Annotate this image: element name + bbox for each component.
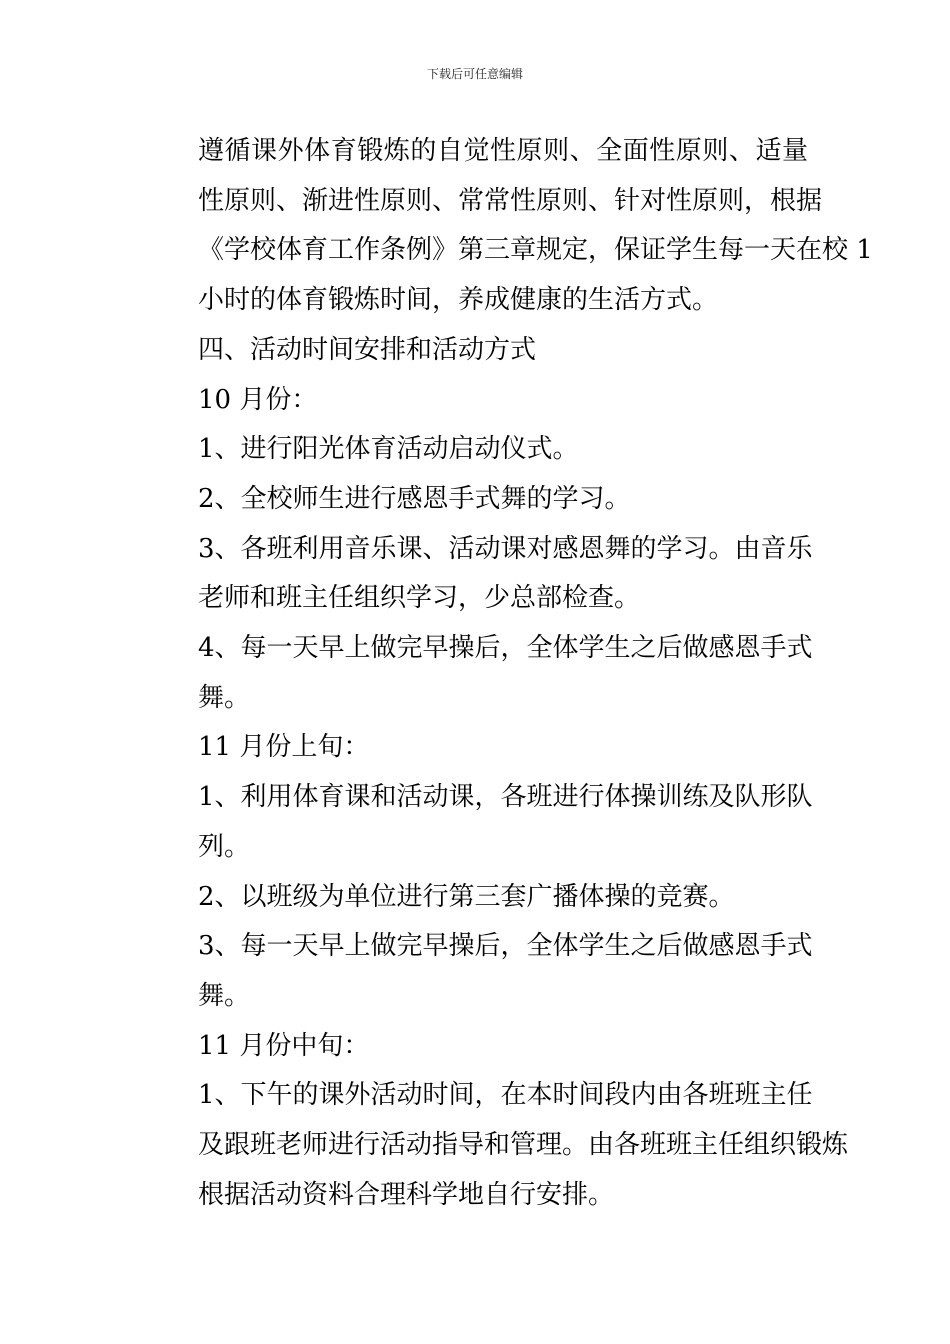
text-line: 11 月份上旬： [198,732,370,763]
text-line: 舞。 [198,980,251,1011]
text-line: 2、全校师生进行感恩手式舞的学习。 [198,483,631,514]
text-line: 小时的体育锻炼时间，养成健康的生活方式。 [198,285,719,316]
text-line: 《学校体育工作条例》第三章规定，保证学生每一天在校 1 [198,235,873,266]
list-item [146,624,813,723]
text-line: 列。 [198,831,251,862]
list-item [146,922,813,1021]
list-item [146,773,813,872]
text-line: 四、活动时间安排和活动方式 [198,334,537,365]
text-line: 1、下午的课外活动时间，在本时间段内由各班班主任 [198,1080,813,1111]
list-item [146,525,813,624]
text-line: 3、每一天早上做完早操后，全体学生之后做感恩手式 [198,931,813,962]
text-line: 10 月份： [198,384,318,415]
section-heading [146,326,808,376]
text-line: 4、每一天早上做完早操后，全体学生之后做感恩手式 [198,633,813,664]
text-line: 3、各班利用音乐课、活动课对感恩舞的学习。由音乐 [198,533,813,564]
list-item [146,425,808,475]
list-item [146,873,808,923]
text-line: 遵循课外体育锻炼的自觉性原则、全面性原则、适量 [198,136,808,166]
paragraph-principles [146,127,873,326]
text-line: 1、进行阳光体育活动启动仪式。 [198,434,579,465]
text-line: 1、利用体育课和活动课，各班进行体操训练及队形队 [198,782,813,813]
page-header-note: 下载后可任意编辑 [426,67,523,81]
month-heading-november-early [146,723,808,773]
month-heading-november-mid [146,1022,808,1072]
text-line: 2、以班级为单位进行第三套广播体操的竞赛。 [198,881,735,912]
text-line: 性原则、渐进性原则、常常性原则、针对性原则，根据 [198,185,823,216]
month-heading-october [146,376,808,426]
list-item [146,475,808,525]
document-body [146,127,873,1220]
text-line: 舞。 [198,682,251,713]
text-line: 11 月份中旬： [198,1030,370,1061]
list-item [146,1071,849,1220]
text-line: 老师和班主任组织学习，少总部检查。 [198,583,641,614]
text-line: 根据活动资料合理科学地自行安排。 [198,1179,615,1210]
text-line: 及跟班老师进行活动指导和管理。由各班班主任组织锻炼 [198,1130,849,1161]
